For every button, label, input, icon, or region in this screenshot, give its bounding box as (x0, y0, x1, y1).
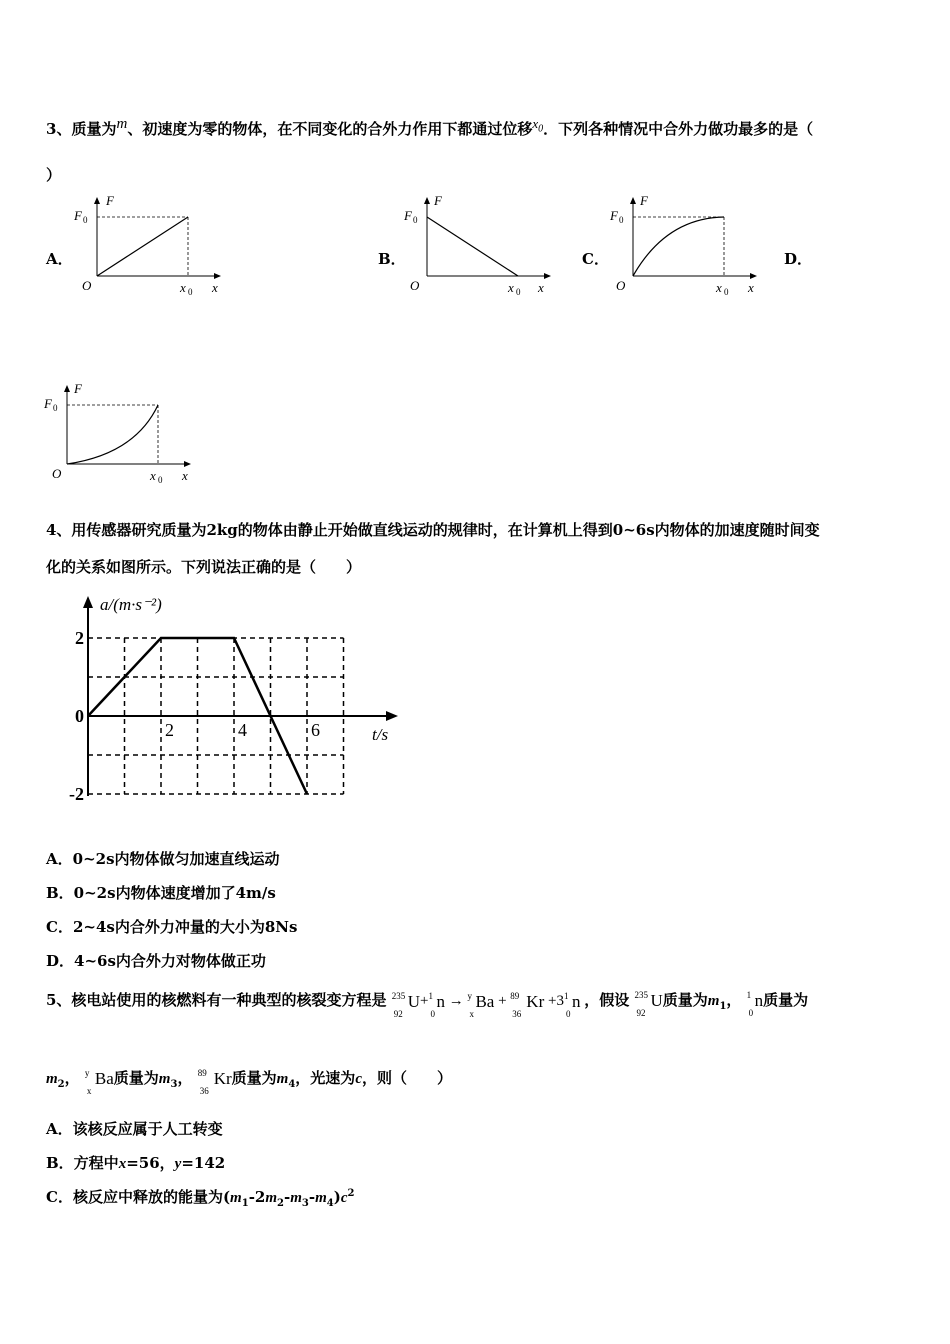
force-curve (67, 405, 158, 464)
q4-option-d[interactable]: D．4~6s内合外力对物体做正功 (46, 952, 266, 970)
svg-text:F: F (640, 193, 648, 208)
svg-text:O: O (52, 466, 62, 481)
q3-stem-close: ） (46, 166, 62, 184)
y-axis-label: a/(m·s⁻²) (100, 595, 162, 614)
svg-text:F: F (404, 208, 412, 223)
q3-graph-b (400, 190, 560, 298)
q3-option-b-label[interactable]: B． (378, 250, 406, 268)
q3-option-a-label[interactable]: A． (46, 250, 73, 268)
svg-text:x: x (508, 280, 514, 295)
q5-option-a[interactable]: A．该核反应属于人工转变 (46, 1120, 223, 1138)
q4-acceleration-chart (50, 588, 410, 810)
x-axis-label: t/s (372, 725, 389, 744)
svg-text:F: F (610, 208, 618, 223)
svg-text:x: x (748, 280, 754, 295)
q4-option-a[interactable]: A．0~2s内物体做匀加速直线运动 (46, 850, 280, 868)
y-tick-label: 2 (75, 628, 84, 648)
svg-text:x: x (716, 280, 722, 295)
svg-text:x: x (150, 468, 156, 483)
force-curve (633, 217, 724, 276)
q4-stem-line2: 化的关系如图所示。下列说法正确的是（ ） (46, 558, 362, 576)
q3-graph-d (40, 378, 200, 486)
svg-text:F: F (434, 193, 442, 208)
q3-option-c-label[interactable]: C． (582, 250, 609, 268)
svg-text:0: 0 (158, 475, 163, 485)
svg-text:0: 0 (83, 215, 88, 225)
svg-text:F: F (74, 381, 82, 396)
q4-option-b[interactable]: B．0~2s内物体速度增加了4m/s (46, 884, 276, 902)
svg-text:O: O (410, 278, 420, 293)
x-axis-arrow (386, 711, 398, 721)
svg-text:0: 0 (619, 215, 624, 225)
svg-text:0: 0 (188, 287, 193, 297)
fission-equation: 235 92 U+ 1 0 n → y x Ba + 89 36 Kr +3 1 0 n (391, 990, 581, 1019)
q4-stem-line1: 4、用传感器研究质量为2kg的物体由静止开始做直线运动的规律时，在计算机上得到0~6s内物体的加速度随时间变 (46, 521, 820, 539)
svg-text:O: O (616, 278, 626, 293)
svg-text:0: 0 (724, 287, 729, 297)
q5-option-b[interactable]: B．方程中x=56，y=142 (46, 1154, 226, 1172)
q3-stem: 3、质量为$^m$、初速度为零的物体，在不同变化的合外力作用下都通过位移$^{x_0}$．下列各种情况中合外力做功最多的是（ (46, 116, 814, 138)
q5-stem-line1: 5、核电站使用的核燃料有一种典型的核裂变方程是 235 92 U+ 1 0 n → y x Ba + 89 36 Kr +3 1 0 n ，假设 235 92 U质量为$m_1$， 1 0 n质量为 (46, 990, 809, 1019)
svg-text:x: x (182, 468, 188, 483)
x-tick-label: 6 (311, 720, 320, 740)
y-axis-arrow (83, 596, 93, 608)
q5-stem-line2: $m_2$， y x Ba质量为$m_3$， 89 36 Kr质量为$m_4$，光速为c，则（ ） (46, 1068, 452, 1096)
x-tick-label: 4 (238, 720, 247, 740)
svg-text:x: x (212, 280, 218, 295)
svg-text:x: x (180, 280, 186, 295)
svg-text:0: 0 (53, 403, 58, 413)
svg-text:F: F (44, 396, 52, 411)
q3-graph-a (70, 190, 230, 298)
force-curve (427, 217, 518, 276)
svg-text:O: O (82, 278, 92, 293)
y-tick-label: 0 (75, 706, 84, 726)
q3-option-d-label[interactable]: D． (784, 250, 813, 268)
svg-text:F: F (74, 208, 82, 223)
svg-text:0: 0 (413, 215, 418, 225)
svg-text:x: x (538, 280, 544, 295)
y-tick-label: -2 (69, 784, 84, 804)
q4-option-c[interactable]: C．2~4s内合外力冲量的大小为8Ns (46, 918, 298, 936)
svg-text:F: F (106, 193, 114, 208)
x-tick-label: 2 (165, 720, 174, 740)
q5-option-c[interactable]: C．核反应中释放的能量为$(m_1-2m_2-m_3-m_4)c^2$ (46, 1188, 355, 1209)
q3-graph-c (606, 190, 766, 298)
force-curve (97, 217, 188, 276)
svg-text:0: 0 (516, 287, 521, 297)
